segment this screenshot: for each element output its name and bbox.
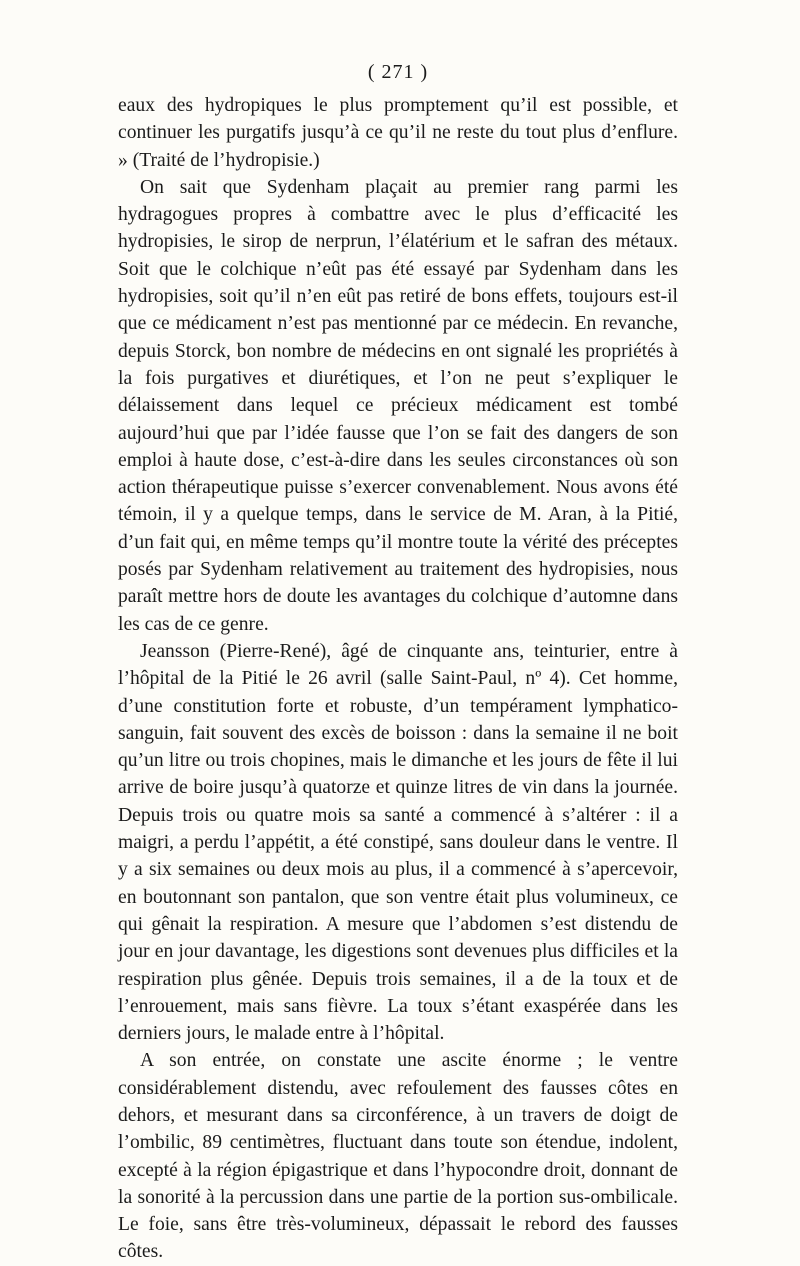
- paragraph-case-history: Jeansson (Pierre-René), âgé de cinquante ans, teinturier, entre à l’hôpital de la Pitié le 26 avril (salle Saint-Paul, nº 4). Cet homme, d’une constitution forte et robuste, d’un tempérament lymphatico-sanguin, fait souvent des excès de boisson : dans la semaine il ne boit qu’un litre ou trois chopines, mais le dimanche et les jours de fête il lui arrive de boire jusqu’à quatorze et quinze litres de vin dans la journée. Depuis trois ou quatre mois sa santé a commencé à s’altérer : il a maigri, a perdu l’appétit, a été constipé, sans douleur dans le ventre. Il y a six semaines ou deux mois au plus, il a commencé à s’apercevoir, en boutonnant son pantalon, que son ventre était plus volumineux, ce qui gênait la respiration. A mesure que l’abdomen s’est distendu de jour en jour davantage, les digestions sont devenues plus difficiles et la respiration plus gênée. Depuis trois semaines, il a de la toux et de l’enrouement, mais sans fièvre. La toux s’étant exaspérée dans les derniers jours, le malade entre à l’hôpital.: [118, 640, 678, 1045]
- paragraph-sydenham: On sait que Sydenham plaçait au premier rang parmi les hydragogues propres à combattre avec le plus d’efficacité les hydropisies, le sirop de nerprun, l’élatérium et le safran des métaux. Soit que le colchique n’eût pas été essayé par Sydenham dans les hydropisies, soit qu’il n’en eût pas retiré de bons effets, toujours est-il que ce médicament n’est pas mentionné par ce médecin. En revanche, depuis Storck, bon nombre de médecins en ont signalé les propriétés à la fois purgatives et diurétiques, et l’on ne peut s’expliquer le délaissement dans lequel ce précieux médicament est tombé aujourd’hui que par l’idée fausse que l’on se fait des dangers de son emploi à haute dose, c’est-à-dire dans les seules circonstances où son action thérapeutique puisse s’exercer convenablement. Nous avons été témoin, il y a quelque temps, dans le service de M. Aran, à la Pitié, d’un fait qui, en même temps qu’il montre toute la vérité des préceptes posés par Sydenham relativement au traitement des hydropisies, nous paraît mettre hors de doute les avantages du colchique d’automne dans les cas de ce genre.: [118, 176, 678, 635]
- paragraph-continuation: eaux des hydropiques le plus promptement qu’il est possible, et continuer les purgatifs jusqu’à ce qu’il ne reste du tout plus d’enflure. » (Traité de l’hydropisie.): [118, 95, 678, 171]
- page-number: ( 271 ): [367, 61, 429, 83]
- paragraph-admission-exam: A son entrée, on constate une ascite énorme ; le ventre considérablement distendu, avec refoulement des fausses côtes en dehors, et mesurant dans sa circonférence, à un travers de doigt de l’ombilic, 89 centimètres, fluctuant dans toute son étendue, indolent, excepté à la région épigastrique et dans l’hypocondre droit, donnant de la sonorité à la percussion dans une partie de la portion sus-ombilicale. Le foie, sans être très-volumineux, dépassait le rebord des fausses côtes.: [118, 1050, 678, 1263]
